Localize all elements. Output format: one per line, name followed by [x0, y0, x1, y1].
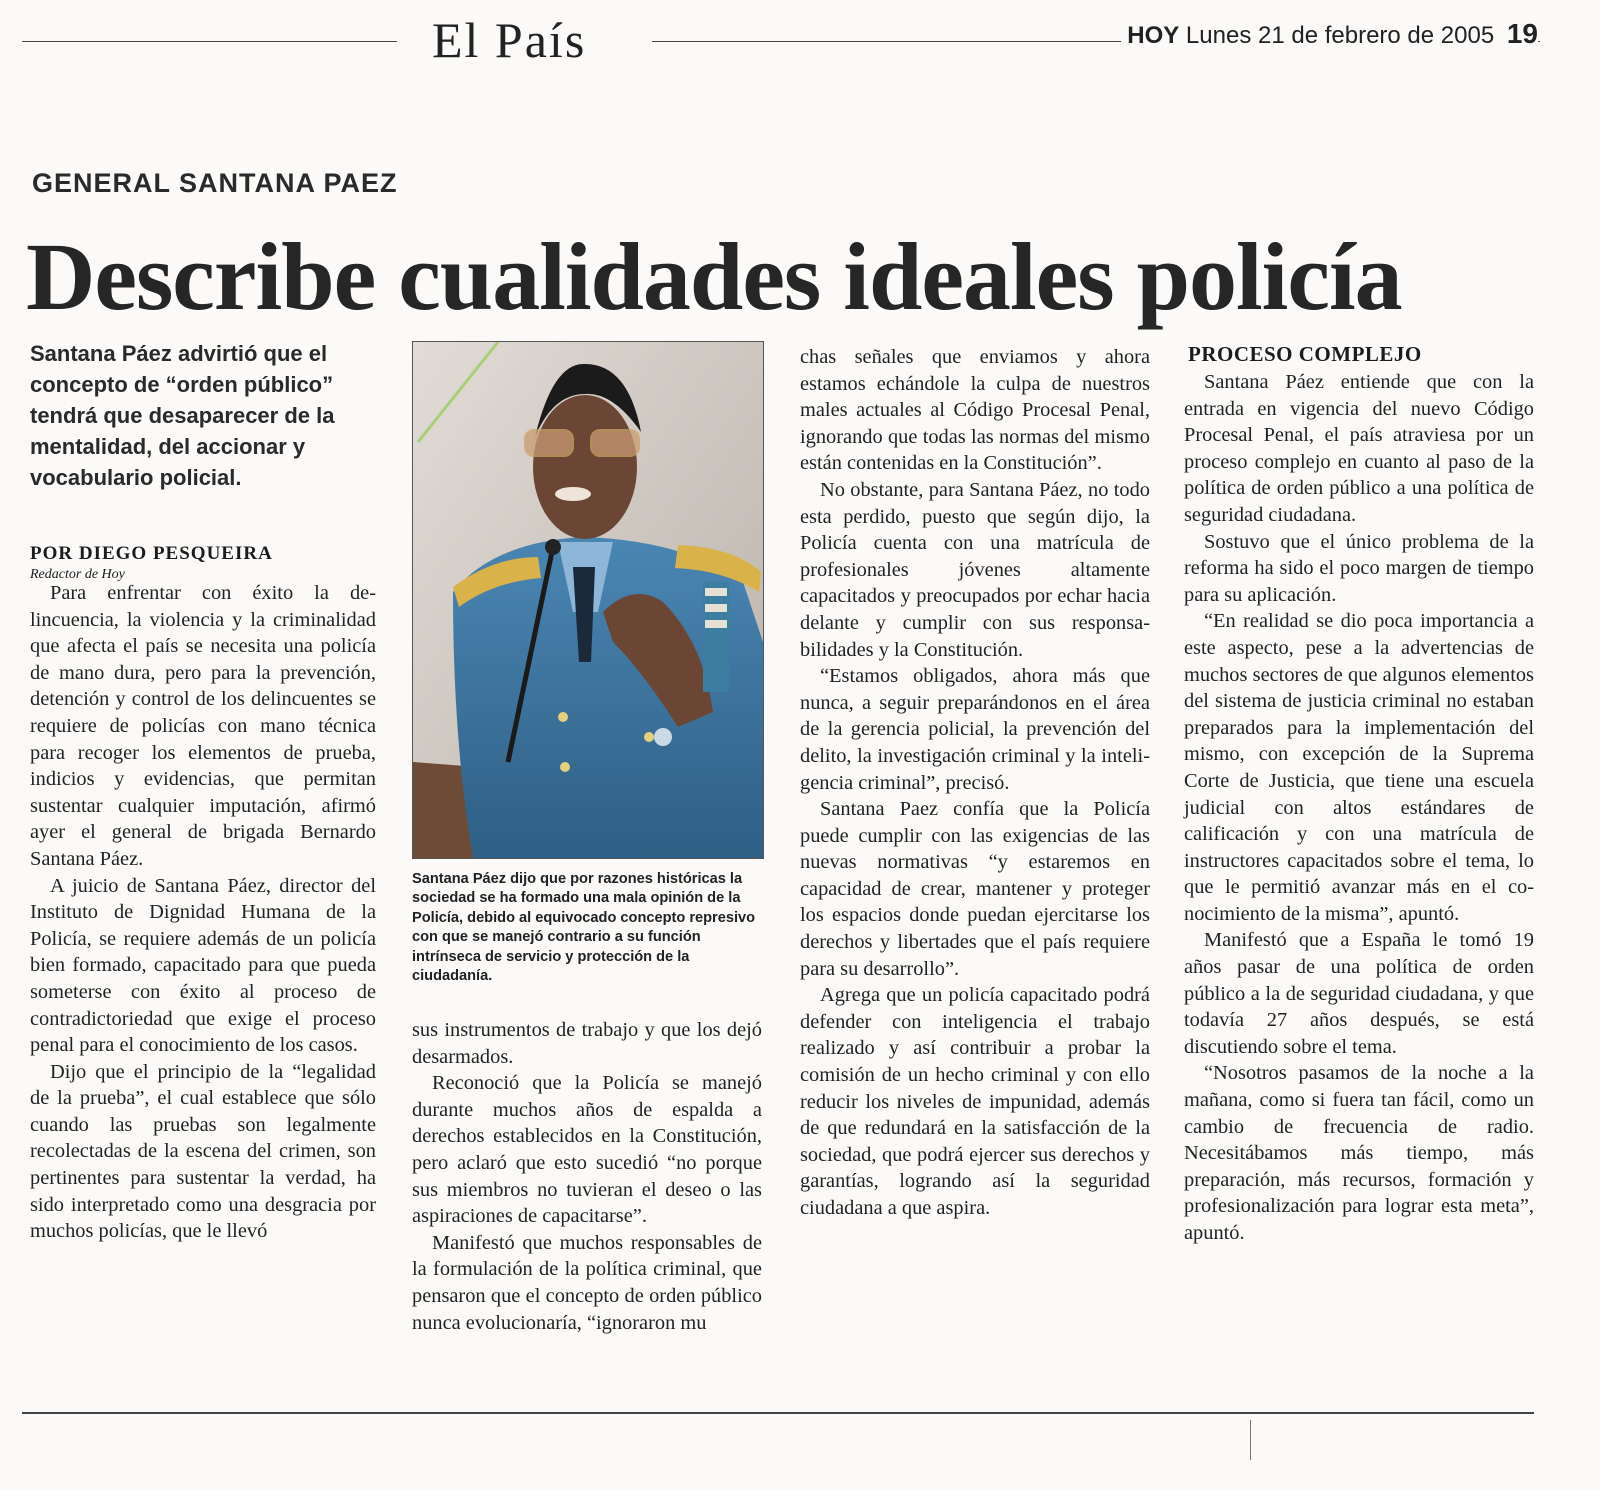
article-column-4	[1184, 369, 1534, 1247]
paragraph: Santana Páez entiende que con la entrada en vigencia del nuevo Código Procesal Penal, el país atraviesa por un proceso complejo en cuanto al paso de la política de orden público a una política de seguridad ciudadana.	[1184, 371, 1534, 526]
footer-rule	[22, 1412, 1534, 1414]
paragraph: Reconoció que la Policía se manejó durante muchos años de espalda a derechos establecidos en la Constitución, pero aclaró que esto sucedió “no porque sus miembros no tuvieran el deseo o las aspiraciones de capacitarse”.	[412, 1072, 762, 1228]
article-kicker: GENERAL SANTANA PAEZ	[32, 168, 398, 198]
byline: POR DIEGO PESQUEIRA	[30, 543, 273, 564]
column-rule-mark	[1250, 1420, 1251, 1460]
section-name: El País	[432, 12, 587, 68]
paragraph: Santana Paez confía que la Policía puede cumplir con las exigencias de las nuevas normativas “y estaremos en capacidad de crear, mantener y proteger los espacios donde puedan ejercitarse los derechos y libertades que el país requiere para su desarrollo”.	[800, 798, 1150, 980]
header-rule-left	[22, 41, 397, 42]
paragraph: Para enfrentar con éxito la delincuencia, la violencia y la criminalidad que afecta el país se necesita una policía de mano dura, pero para la prevención, detención y control de los delincuentes se requiere de policías con mano técnica para recoger los elementos de prueba, indicios y evidencias, que permitan sustentar cualquier imputación, afirmó ayer el general de brigada Bernardo Santana Páez.	[30, 582, 376, 870]
paragraph: Agrega que un policía capacitado podrá defender con inteligencia el trabajo realizado y así contribuir a probar la comisión de un hecho criminal y con ello reducir los niveles de impunidad, además de que redundará en la satisfacción de la sociedad, que podrá ejercer sus derechos y garantías, logrando así la seguridad ciudadana a que aspira.	[800, 984, 1150, 1219]
photo-caption: Santana Páez dijo que por razones históricas la sociedad se ha formado una mala opinión de la Policía, debido al equivocado concepto represivo con que se manejó contrario a su función intrínseca de servicio y protección de la ciudadanía.	[412, 871, 756, 985]
photo-illustration	[413, 342, 763, 858]
byline-role: Redactor de Hoy	[30, 567, 125, 582]
paragraph: No obstante, para Santana Páez, no todo esta perdido, puesto que según dijo, la Policía cuenta con una matrícula de profesionales jóvenes altamente capacitados y preocupados por echar hacia delante y cumplir con sus responsabilidades y la Constitución.	[800, 478, 1150, 661]
paragraph: chas señales que enviamos y ahora estamos echándole la culpa de nuestros males actuales al Código Procesal Penal, ignorando que todas las normas del mismo están contenidas en la Constitución”.	[800, 346, 1150, 475]
article-column-3	[800, 344, 1150, 1222]
article-photo	[412, 341, 764, 859]
paragraph: A juicio de Santana Páez, director del Instituto de Dignidad Humana de la Policía, se requiere además de un policía bien formado, capacitado para que pueda someterse con éxito al proceso de contradictoriedad que exige el proceso penal para el conocimiento de los casos.	[30, 874, 376, 1057]
paragraph: “En realidad se dio poca importancia a este aspecto, pese a la advertencias de muchos sectores de que algunos elementos del sistema de justicia criminal no estaban preparados para la implementación del mismo, con excepción de la Suprema Corte de Justicia, que tiene una escuela judicial con altos estándares de calificación y con una matrícula de instructores capacitados sobre el tema, lo que le permitió avanzar más en el conocimiento de la misma”, apuntó.	[1184, 610, 1534, 925]
issue-date: Lunes 21 de febrero de 2005	[1185, 22, 1495, 49]
paragraph: sus instrumentos de trabajo y que los dejó desarmados.	[412, 1019, 762, 1068]
paragraph: “Nosotros pasamos de la noche a la mañana, como si fuera tan fácil, como un cambio de frecuencia de radio. Necesitábamos más tiempo, más preparación, más recursos, formación y profesionalización para lograr esta meta”, apuntó.	[1184, 1062, 1534, 1244]
paragraph: “Estamos obligados, ahora más que nunca, a seguir preparándonos en el área de la gerencia policial, la prevención del delito, la investigación criminal y la inteligencia criminal”, precisó.	[800, 665, 1150, 794]
header-info	[1121, 18, 1538, 50]
newspaper-name: HOY	[1127, 22, 1180, 49]
article-column-2	[412, 1017, 762, 1336]
paragraph: Sostuvo que el único problema de la reforma ha sido el poco margen de tiempo para su aplicación.	[1184, 530, 1534, 606]
paragraph: Manifestó que a España le tomó 19 años pasar de una política de orden público a la de seguridad ciudadana, y que todavía 27 años después, se está discutiendo sobre el tema.	[1184, 929, 1534, 1058]
article-headline: Describe cualidades ideales policía	[26, 223, 1402, 330]
paragraph: Manifestó que muchos responsables de la formulación de la política criminal, que pensaron que el concepto de orden público nunca evolucionaría, “ignoraron mu	[412, 1231, 762, 1334]
page-number: 19	[1506, 18, 1538, 49]
article-column-1	[30, 580, 376, 1245]
section-subhead: PROCESO COMPLEJO	[1188, 342, 1422, 366]
paragraph: Dijo que el principio de la “legalidad de la prueba”, el cual establece que sólo cuando las pruebas son legalmente recolectadas de la escena del crimen, son pertinentes para sustentar la verdad, ha sido interpretado como una desgracia por muchos policías, que le llevó	[30, 1060, 376, 1243]
article-lead: Santana Páez advirtió que el concepto de “orden público” tendrá que desaparecer de la mentalidad, del accionar y vocabulario policial.	[30, 341, 335, 490]
